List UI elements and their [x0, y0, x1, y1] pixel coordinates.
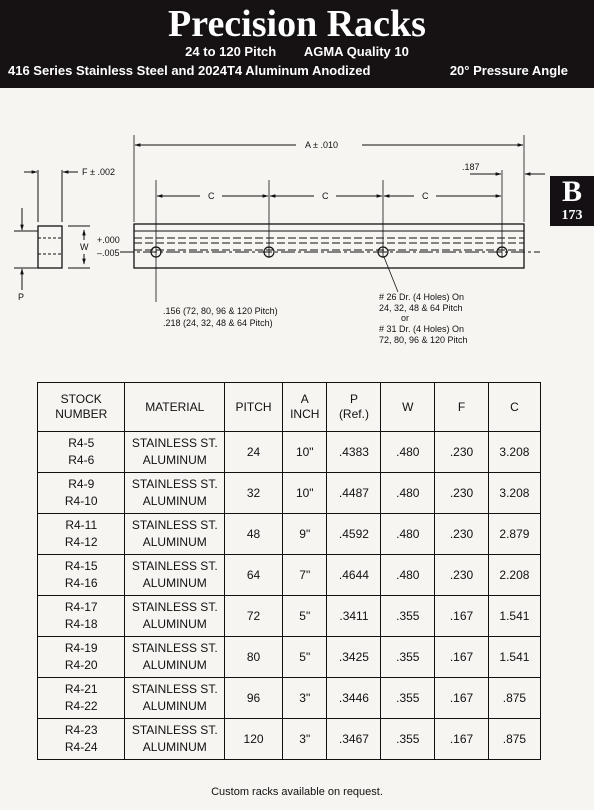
hole-note-line-2: .218 (24, 32, 48 & 64 Pitch)	[163, 318, 273, 328]
a-cell: 5"	[283, 637, 327, 678]
pitch-cell: 80	[225, 637, 283, 678]
c-cell: 2.879	[488, 514, 540, 555]
col-c: C	[488, 383, 540, 432]
pitch-cell: 32	[225, 473, 283, 514]
f-cell: .230	[435, 432, 489, 473]
a-dimension: A ± .010	[305, 140, 338, 150]
c-cell: 3.208	[488, 432, 540, 473]
a-cell: 10"	[283, 432, 327, 473]
w-cell: .480	[381, 473, 435, 514]
footer-note: Custom racks available on request.	[211, 786, 383, 798]
pitch-cell: 96	[225, 678, 283, 719]
col-a: A INCH	[283, 383, 327, 432]
pitch-cell: 120	[225, 719, 283, 760]
p-dimension: P	[18, 292, 25, 302]
col-stock-number: STOCK NUMBER	[38, 383, 125, 432]
page-number: 173	[561, 208, 583, 223]
p-cell: .3411	[327, 596, 381, 637]
c-cell: .875	[488, 719, 540, 760]
pressure-angle: 20° Pressure Angle	[449, 63, 568, 78]
material-cell: STAINLESS ST. ALUMINUM	[125, 637, 225, 678]
hole-note	[163, 306, 278, 328]
drill-note-line-3: or	[401, 313, 410, 323]
col-p: P (Ref.)	[327, 383, 381, 432]
p-cell: .4487	[327, 473, 381, 514]
pitch-cell: 72	[225, 596, 283, 637]
end-dimension: .187	[462, 162, 480, 172]
material-cell: STAINLESS ST. ALUMINUM	[125, 678, 225, 719]
c-cell: 1.541	[488, 637, 540, 678]
a-cell: 9"	[283, 514, 327, 555]
p-cell: .4383	[327, 432, 381, 473]
c-dimension-2: C	[322, 191, 329, 201]
subtitle-line-1	[0, 44, 594, 60]
p-cell: .4644	[327, 555, 381, 596]
w-cell: .480	[381, 555, 435, 596]
w-dimension: W	[80, 242, 89, 252]
col-f: F	[435, 383, 489, 432]
end-view	[14, 167, 120, 302]
material-cell: STAINLESS ST. ALUMINUM	[125, 719, 225, 760]
p-cell: .3425	[327, 637, 381, 678]
subtitle-line-2	[8, 63, 586, 79]
rack-spec-table	[37, 382, 541, 760]
material-cell: STAINLESS ST. ALUMINUM	[125, 473, 225, 514]
a-cell: 3"	[283, 678, 327, 719]
pitch-range: 24 to 120 Pitch	[185, 44, 277, 59]
table-row	[38, 637, 541, 678]
w-cell: .480	[381, 514, 435, 555]
drill-note-line-1: # 26 Dr. (4 Holes) On	[379, 292, 465, 302]
c-cell: .875	[488, 678, 540, 719]
f-cell: .167	[435, 637, 489, 678]
f-cell: .167	[435, 678, 489, 719]
a-cell: 10"	[283, 473, 327, 514]
p-cell: .3467	[327, 719, 381, 760]
material-cell: STAINLESS ST. ALUMINUM	[125, 596, 225, 637]
f-cell: .230	[435, 514, 489, 555]
table-row	[38, 596, 541, 637]
col-w: W	[381, 383, 435, 432]
table-header-row	[38, 383, 541, 432]
hole-note-line-1: .156 (72, 80, 96 & 120 Pitch)	[163, 306, 278, 316]
stock-number-cell: R4-23 R4-24	[38, 719, 125, 760]
stock-number-cell: R4-5 R4-6	[38, 432, 125, 473]
a-cell: 5"	[283, 596, 327, 637]
rack-drawing	[0, 130, 594, 350]
w-cell: .480	[381, 432, 435, 473]
table-row	[38, 678, 541, 719]
f-dimension: F ± .002	[82, 167, 115, 177]
material-cell: STAINLESS ST. ALUMINUM	[125, 555, 225, 596]
w-tolerance-minus: –.005	[97, 248, 120, 258]
stock-number-cell: R4-19 R4-20	[38, 637, 125, 678]
a-cell: 7"	[283, 555, 327, 596]
stock-number-cell: R4-15 R4-16	[38, 555, 125, 596]
pitch-cell: 24	[225, 432, 283, 473]
w-cell: .355	[381, 719, 435, 760]
f-cell: .230	[435, 555, 489, 596]
table-row	[38, 555, 541, 596]
p-cell: .3446	[327, 678, 381, 719]
c-cell: 2.208	[488, 555, 540, 596]
side-view	[120, 135, 545, 302]
c-cell: 3.208	[488, 473, 540, 514]
w-tolerance-plus: +.000	[97, 235, 120, 245]
col-pitch: PITCH	[225, 383, 283, 432]
drill-note-line-5: 72, 80, 96 & 120 Pitch	[379, 335, 468, 345]
f-cell: .167	[435, 596, 489, 637]
table-row	[38, 719, 541, 760]
f-cell: .230	[435, 473, 489, 514]
table-row	[38, 432, 541, 473]
page-title: Precision Racks	[168, 3, 426, 45]
a-cell: 3"	[283, 719, 327, 760]
stock-number-cell: R4-9 R4-10	[38, 473, 125, 514]
f-cell: .167	[435, 719, 489, 760]
c-dimension-3: C	[422, 191, 429, 201]
table-row	[38, 473, 541, 514]
material-cell: STAINLESS ST. ALUMINUM	[125, 432, 225, 473]
section-letter: B	[561, 175, 582, 208]
w-cell: .355	[381, 637, 435, 678]
c-dimension-1: C	[208, 191, 215, 201]
stock-number-cell: R4-11 R4-12	[38, 514, 125, 555]
col-material: MATERIAL	[125, 383, 225, 432]
materials-text: 416 Series Stainless Steel and 2024T4 Aluminum Anodized	[8, 63, 371, 78]
p-cell: .4592	[327, 514, 381, 555]
pitch-cell: 64	[225, 555, 283, 596]
stock-number-cell: R4-21 R4-22	[38, 678, 125, 719]
w-cell: .355	[381, 678, 435, 719]
w-cell: .355	[381, 596, 435, 637]
stock-number-cell: R4-17 R4-18	[38, 596, 125, 637]
drill-note-line-2: 24, 32, 48 & 64 Pitch	[379, 303, 463, 313]
c-cell: 1.541	[488, 596, 540, 637]
drill-note-line-4: # 31 Dr. (4 Holes) On	[379, 324, 465, 334]
agma-quality: AGMA Quality 10	[303, 44, 409, 59]
page-header	[0, 0, 594, 88]
table-row	[38, 514, 541, 555]
drill-note	[379, 292, 468, 345]
material-cell: STAINLESS ST. ALUMINUM	[125, 514, 225, 555]
pitch-cell: 48	[225, 514, 283, 555]
